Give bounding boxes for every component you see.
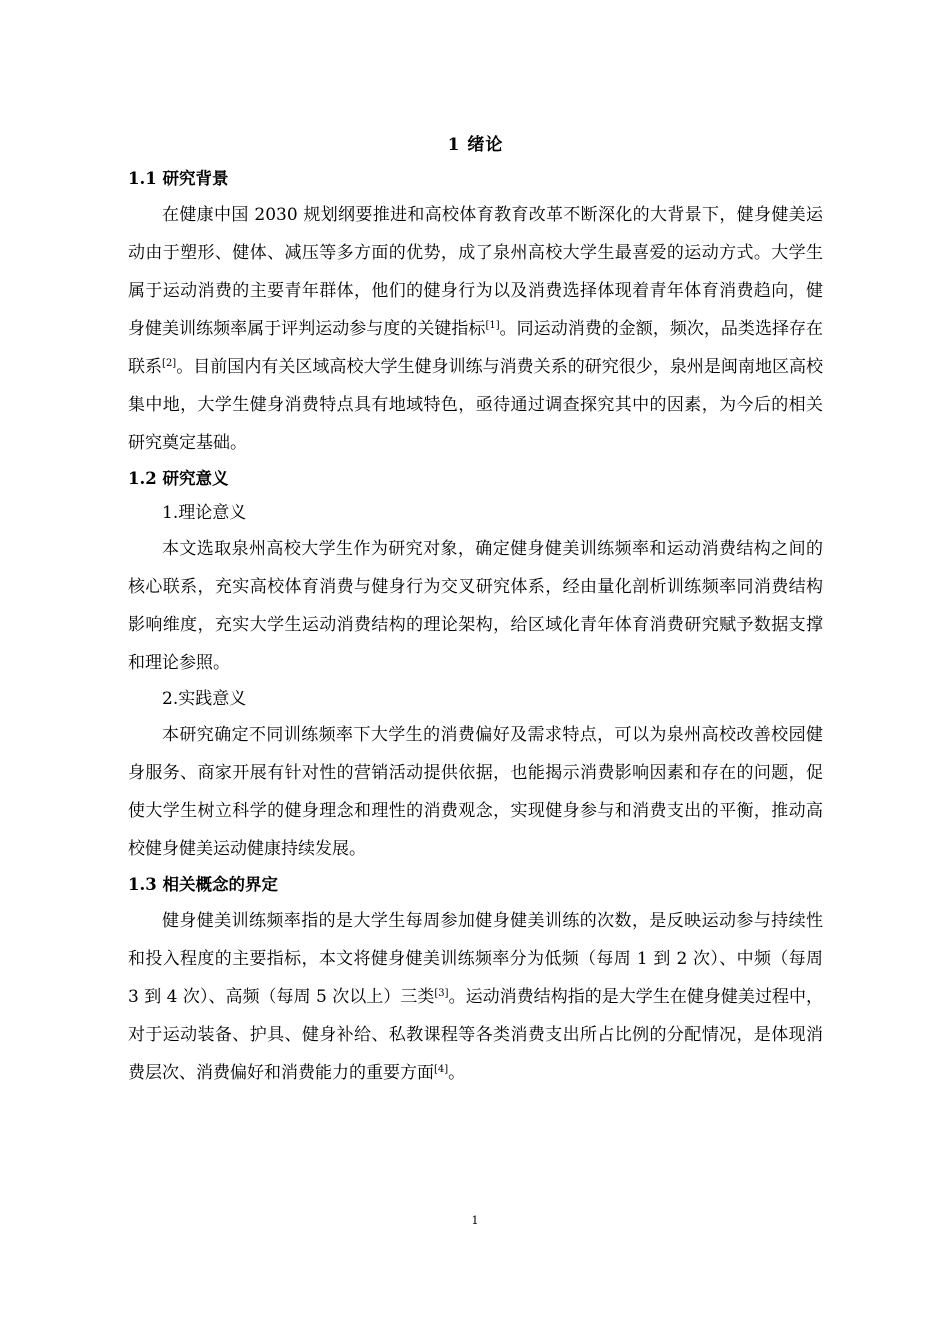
page-number: 1 <box>471 1214 479 1227</box>
subheading-theory: 1.理论意义 <box>162 503 247 523</box>
definition-paragraph <box>128 902 823 1092</box>
background-paragraph <box>128 196 823 462</box>
text-segment: 。同运动消费的金额，频次，品类选择存在联系 <box>128 319 824 377</box>
citation-ref-2: [2] <box>162 358 177 369</box>
document-page <box>128 128 823 1092</box>
chapter-title: 1 绪论 <box>447 135 504 155</box>
text-segment: 。目前国内有关区域高校大学生健身训练与消费关系的研究很少，泉州是闽南地区高校集中地，大学生健身消费特点具有地域特色，亟待通过调查探究其中的因素，为今后的相关研究奠定基础。 <box>128 357 824 453</box>
text-segment: 在健康中国 2030 规划纲要推进和高校体育教育改革不断深化的大背景下，健身健美运动由于塑形、健体、减压等多方面的优势，成了泉州高校大学生最喜爱的运动方式。大学生属于运动消费的主要青年群体，他们的健身行为以及消费选择体现着青年体育消费趋向，健身健美训练频率属于评判运动参与度的关键指标 <box>128 205 823 339</box>
subheading-practice: 2.实践意义 <box>162 689 247 709</box>
text-segment: 。运动消费结构指的是大学生在健身健美过程中，对于运动装备、护具、健身补给、私教课程等各类消费支出所占比例的分配情况，是体现消费层次、消费偏好和消费能力的重要方面 <box>128 987 824 1083</box>
citation-ref-1: [1] <box>485 320 500 331</box>
section-heading-1-1: 1.1 研究背景 <box>128 169 229 188</box>
citation-ref-4: [4] <box>434 1064 449 1075</box>
section-heading-1-2: 1.2 研究意义 <box>128 469 229 488</box>
theory-paragraph: 本文选取泉州高校大学生作为研究对象，确定健身健美训练频率和运动消费结构之间的核心联系，充实高校体育消费与健身行为交叉研究体系，经由量化剖析训练频率同消费结构影响维度，充实大学生运动消费结构的理论架构，给区域化青年体育消费研究赋予数据支撑和理论参照。 <box>128 539 823 673</box>
text-segment: 健身健美训练频率指的是大学生每周参加健身健美训练的次数，是反映运动参与持续性和投入程度的主要指标，本文将健身健美训练频率分为低频（每周 1 到 2 次）、中频（每周 3 到 4 次）、高频（每周 5 次以上）三类 <box>128 911 823 1007</box>
section-heading-1-3: 1.3 相关概念的界定 <box>128 875 278 894</box>
text-segment: 。 <box>448 1063 466 1083</box>
practice-paragraph: 本研究确定不同训练频率下大学生的消费偏好及需求特点，可以为泉州高校改善校园健身服务、商家开展有针对性的营销活动提供依据，也能揭示消费影响因素和存在的问题，促使大学生树立科学的健身理念和理性的消费观念，实现健身参与和消费支出的平衡，推动高校健身健美运动健康持续发展。 <box>128 725 823 859</box>
citation-ref-3: [3] <box>434 988 449 999</box>
